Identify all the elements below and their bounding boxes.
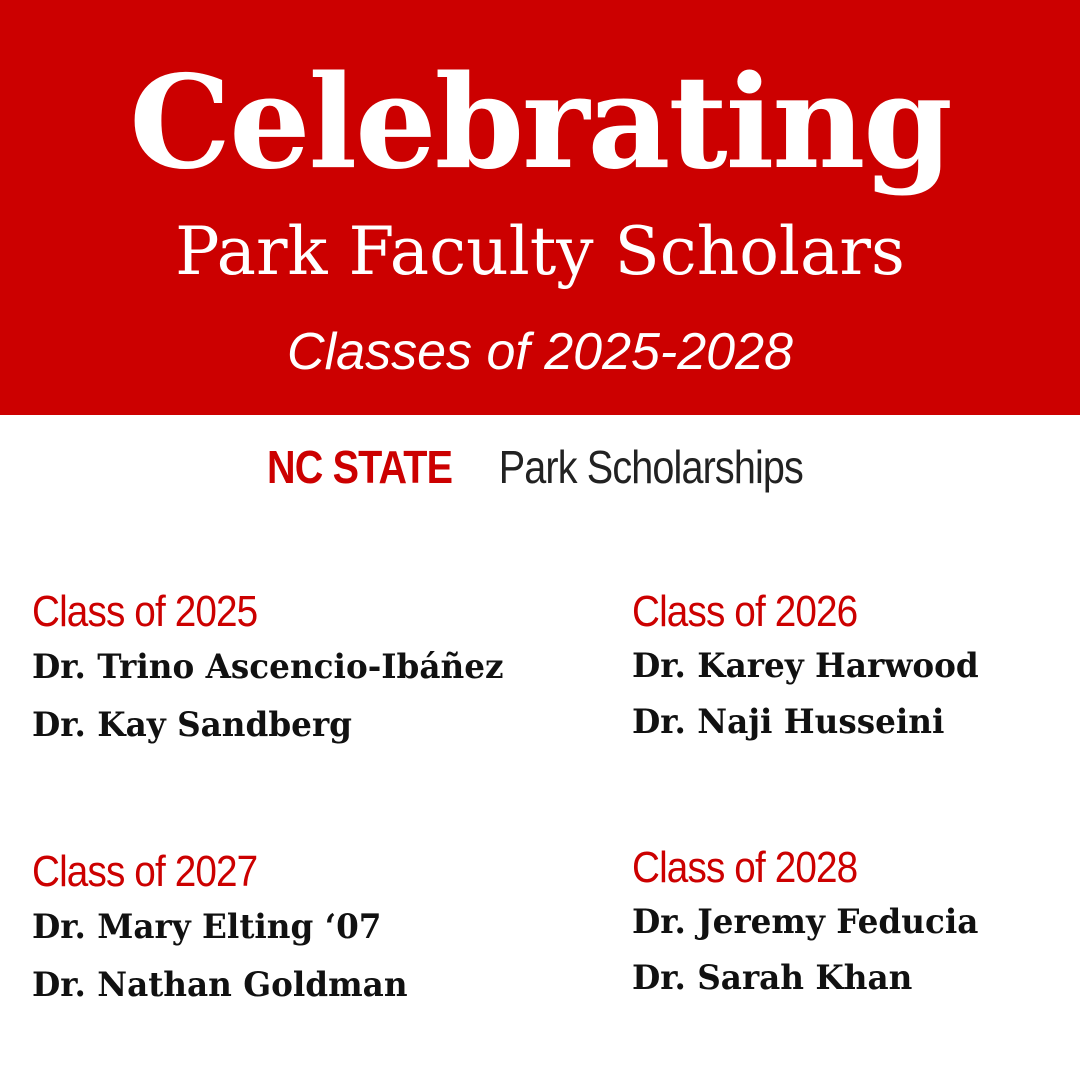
header-banner [0, 0, 1080, 415]
classes-range: Classes of 2025-2028 [287, 323, 793, 381]
class-group-2026 [632, 586, 993, 750]
class-group-2025 [32, 586, 523, 754]
class-group-2027 [32, 846, 423, 1014]
ncstate-park-scholarships-logo [0, 440, 1080, 506]
class-heading: Class of 2028 [632, 843, 858, 892]
scholar-name: Dr. Trino Ascencio-Ibáñez [32, 647, 504, 687]
page-title: Celebrating [129, 48, 951, 198]
scholar-name: Dr. Jeremy Feducia [632, 902, 979, 942]
scholar-name: Dr. Sarah Khan [632, 958, 913, 998]
class-heading: Class of 2027 [32, 847, 258, 896]
page-subtitle: Park Faculty Scholars [175, 213, 905, 290]
class-heading: Class of 2026 [632, 587, 858, 636]
class-heading: Class of 2025 [32, 587, 258, 636]
scholar-name: Dr. Nathan Goldman [32, 965, 408, 1005]
scholar-name: Dr. Naji Husseini [632, 702, 945, 742]
logo-brand-text: NC STATE [267, 441, 453, 493]
class-group-2028 [632, 842, 993, 1006]
scholar-name: Dr. Kay Sandberg [32, 705, 352, 745]
scholar-name: Dr. Karey Harwood [632, 646, 979, 686]
scholar-name: Dr. Mary Elting ‘07 [32, 907, 382, 947]
logo-unit-text: Park Scholarships [498, 441, 803, 493]
